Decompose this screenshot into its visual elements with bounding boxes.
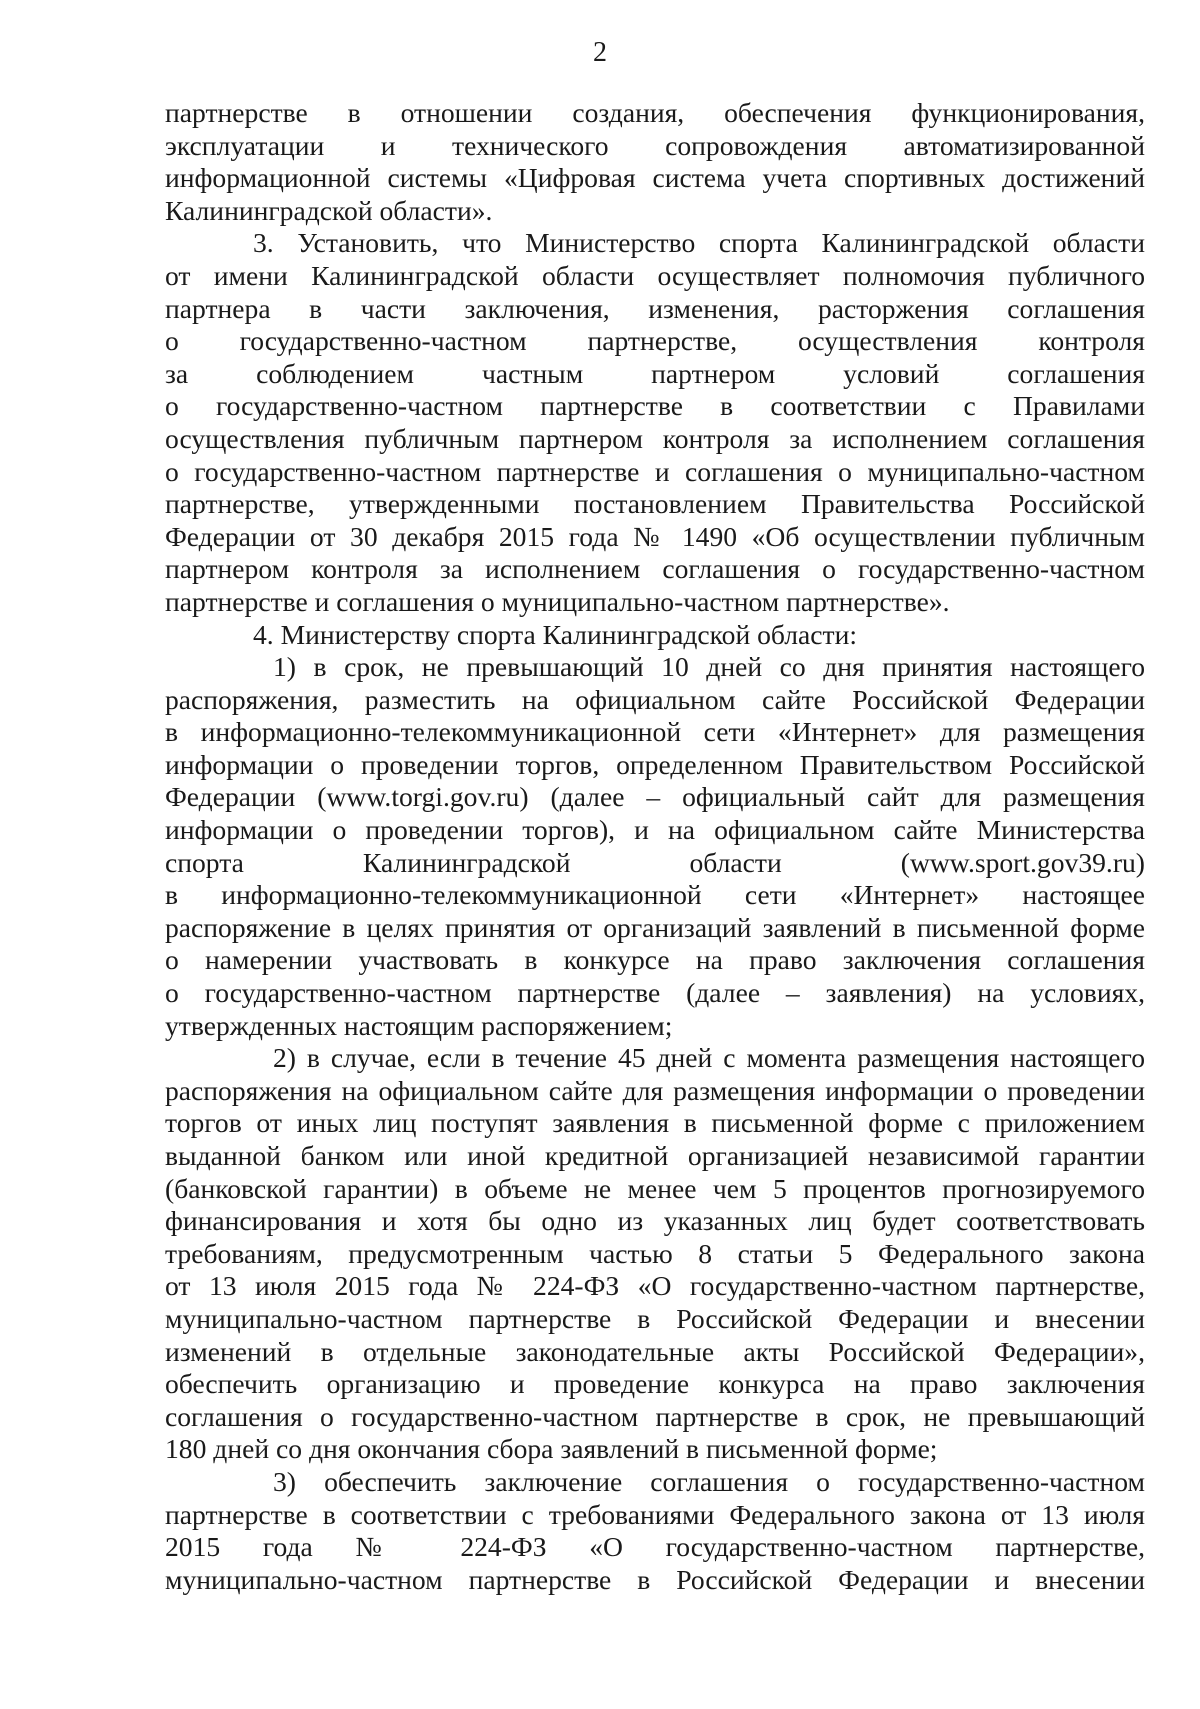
- text-line: партнером контроля за исполнением соглашения о государственно-частном: [165, 553, 1145, 585]
- text-line: 1) в срок, не превышающий 10 дней со дня принятия настоящего: [273, 651, 1145, 683]
- text-line: осуществления публичным партнером контроля за исполнением соглашения: [165, 422, 1145, 454]
- text-line: муниципально-частном партнерстве в Российской Федерации и внесении: [165, 1302, 1145, 1334]
- text-line: обеспечить организацию и проведение конкурса на право заключения: [165, 1368, 1145, 1400]
- text-line: изменений в отдельные законодательные акты Российской Федерации»,: [165, 1335, 1145, 1367]
- text-line: партнера в части заключения, изменения, расторжения соглашения: [165, 292, 1145, 324]
- text-line: информации о проведении торгов), и на официальном сайте Министерства: [165, 814, 1145, 846]
- paragraph: [165, 227, 1145, 618]
- document-body: [165, 97, 1145, 1596]
- text-line: распоряжения на официальном сайте для размещения информации о проведении: [165, 1074, 1145, 1106]
- text-line: 2015 года № 224-ФЗ «О государственно-частном партнерстве,: [165, 1531, 1145, 1563]
- paragraph: [165, 651, 1145, 1042]
- text-line: информационной системы «Цифровая система учета спортивных достижений: [165, 162, 1145, 194]
- text-line: Федерации от 30 декабря 2015 года № 1490 «Об осуществлении публичным: [165, 520, 1145, 552]
- text-line: эксплуатации и технического сопровождения автоматизированной: [165, 129, 1145, 161]
- text-line: 3. Установить, что Министерство спорта Калининградской области: [253, 227, 1145, 259]
- text-line: 2) в случае, если в течение 45 дней с момента размещения настоящего: [273, 1042, 1145, 1074]
- text-line: о государственно-частном партнерстве в соответствии с Правилами: [165, 390, 1145, 422]
- text-line: партнерстве, утвержденными постановлением Правительства Российской: [165, 488, 1145, 520]
- paragraph: [165, 1042, 1145, 1466]
- text-line: партнерстве и соглашения о муниципально-частном партнерстве».: [165, 585, 950, 617]
- text-line: финансирования и хотя бы одно из указанных лиц будет соответствовать: [165, 1205, 1145, 1237]
- text-line: торгов от иных лиц поступят заявления в письменной форме с приложением: [165, 1107, 1145, 1139]
- text-line: от имени Калининградской области осуществляет полномочия публичного: [165, 259, 1145, 291]
- text-line: (банковской гарантии) в объеме не менее чем 5 процентов прогнозируемого: [165, 1172, 1145, 1204]
- text-line: в информационно-телекоммуникационной сети «Интернет» для размещения: [165, 716, 1145, 748]
- text-line: о намерении участвовать в конкурсе на право заключения соглашения: [165, 944, 1145, 976]
- text-line: о государственно-частном партнерстве и соглашения о муниципально-частном: [165, 455, 1145, 487]
- text-line: 4. Министерству спорта Калининградской области:: [253, 618, 858, 650]
- text-line: 180 дней со дня окончания сбора заявлений в письменной форме;: [165, 1433, 938, 1465]
- text-line: информации о проведении торгов, определенном Правительством Российской: [165, 748, 1145, 780]
- text-line: спорта Калининградской области (www.sport.gov39.ru): [165, 846, 1145, 878]
- page-number: 2: [593, 37, 607, 68]
- text-line: за соблюдением частным партнером условий соглашения: [165, 357, 1145, 389]
- paragraph: [165, 97, 1145, 227]
- text-line: Калининградской области».: [165, 194, 493, 226]
- text-line: утвержденных настоящим распоряжением;: [165, 1009, 673, 1041]
- paragraph: [165, 1466, 1145, 1596]
- text-line: о государственно-частном партнерстве, осуществления контроля: [165, 325, 1145, 357]
- text-line: распоряжение в целях принятия от организаций заявлений в письменной форме: [165, 911, 1145, 943]
- text-line: распоряжения, разместить на официальном сайте Российской Федерации: [165, 683, 1145, 715]
- text-line: от 13 июля 2015 года № 224-ФЗ «О государственно-частном партнерстве,: [165, 1270, 1145, 1302]
- text-line: соглашения о государственно-частном партнерстве в срок, не превышающий: [165, 1400, 1145, 1432]
- text-line: выданной банком или иной кредитной организацией независимой гарантии: [165, 1140, 1145, 1171]
- paragraph: [165, 619, 1145, 652]
- text-line: партнерстве в соответствии с требованиями Федерального закона от 13 июля: [165, 1498, 1145, 1530]
- text-line: 3) обеспечить заключение соглашения о государственно-частном: [273, 1465, 1145, 1497]
- text-line: требованиям, предусмотренным частью 8 статьи 5 Федерального закона: [165, 1237, 1145, 1269]
- text-line: муниципально-частном партнерстве в Российской Федерации и внесении: [165, 1563, 1145, 1595]
- text-line: о государственно-частном партнерстве (далее – заявления) на условиях,: [165, 977, 1145, 1009]
- text-line: Федерации (www.torgi.gov.ru) (далее – официальный сайт для размещения: [165, 781, 1145, 813]
- text-line: в информационно-телекоммуникационной сети «Интернет» настоящее: [165, 879, 1145, 911]
- text-line: партнерстве в отношении создания, обеспечения функционирования,: [165, 97, 1145, 128]
